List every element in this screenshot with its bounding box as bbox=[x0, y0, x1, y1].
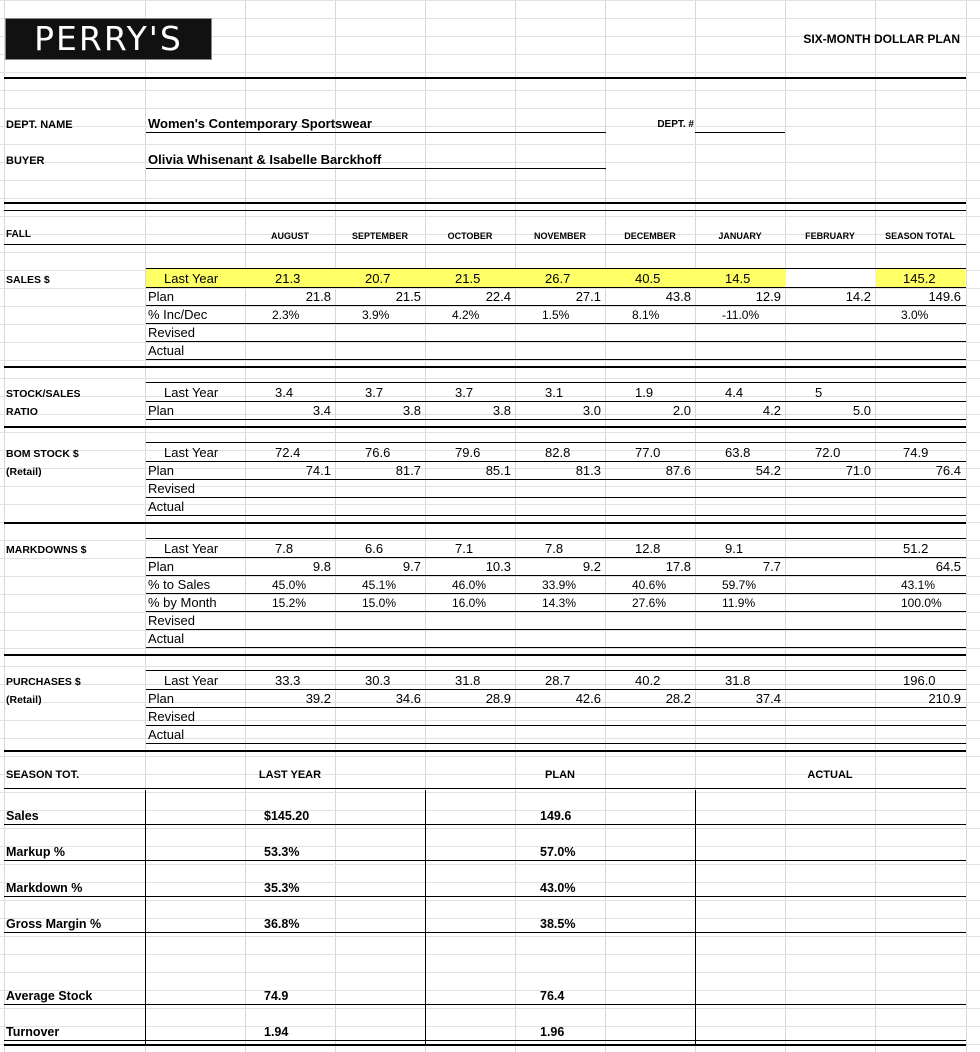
rule-line bbox=[146, 479, 966, 480]
rule-line bbox=[4, 750, 966, 752]
section-title: BOM STOCK $ bbox=[6, 448, 79, 460]
data-cell: 63.8 bbox=[725, 445, 751, 460]
gridline-horizontal bbox=[0, 630, 980, 631]
rule-line bbox=[4, 202, 966, 204]
section-subtitle: (Retail) bbox=[6, 466, 42, 478]
data-cell: 15.0% bbox=[362, 596, 397, 610]
data-cell: 4.4 bbox=[725, 385, 744, 400]
rule-line bbox=[146, 341, 966, 342]
season-last-year-value: $145.20 bbox=[264, 809, 310, 823]
data-cell: 7.1 bbox=[455, 541, 474, 556]
gridline-horizontal bbox=[0, 324, 980, 325]
rule-line bbox=[146, 743, 966, 744]
data-cell: 4.2 bbox=[762, 403, 781, 418]
document-title: SIX-MONTH DOLLAR PLAN bbox=[803, 32, 960, 46]
gridline-horizontal bbox=[0, 1008, 980, 1009]
row-label: Revised bbox=[148, 481, 195, 496]
season-last-year-value: 1.94 bbox=[264, 1025, 289, 1039]
gridline-horizontal bbox=[0, 216, 980, 217]
rule-line bbox=[695, 132, 785, 133]
rule-line bbox=[4, 426, 966, 428]
data-cell: 14.3% bbox=[542, 596, 577, 610]
data-cell: 79.6 bbox=[455, 445, 481, 460]
data-cell: 21.8 bbox=[305, 289, 331, 304]
season-row-label: Markdown % bbox=[6, 881, 83, 895]
data-cell: 40.6% bbox=[632, 578, 667, 592]
data-cell: 43.8 bbox=[665, 289, 691, 304]
data-cell: 21.5 bbox=[455, 271, 481, 286]
logo-text: PERRY'S bbox=[34, 19, 183, 58]
month-header: JANUARY bbox=[718, 231, 762, 241]
rule-line bbox=[4, 522, 966, 524]
header-rule bbox=[4, 77, 966, 79]
gridline-vertical bbox=[4, 0, 5, 1052]
season-plan-value: 149.6 bbox=[540, 809, 572, 823]
gridline-horizontal bbox=[0, 648, 980, 649]
row-label: Last Year bbox=[164, 673, 219, 688]
gridline-vertical bbox=[875, 0, 876, 1052]
gridline-horizontal bbox=[0, 90, 980, 91]
month-header: SEASON TOTAL bbox=[885, 231, 955, 241]
dept-name-label: DEPT. NAME bbox=[6, 119, 73, 131]
data-cell: 196.0 bbox=[903, 673, 936, 688]
data-cell: 2.0 bbox=[672, 403, 691, 418]
gridline-horizontal bbox=[0, 198, 980, 199]
data-cell: 3.8 bbox=[492, 403, 511, 418]
data-cell: 74.1 bbox=[305, 463, 331, 478]
data-cell: 149.6 bbox=[928, 289, 961, 304]
data-cell: 9.8 bbox=[312, 559, 331, 574]
data-cell: 2.3% bbox=[272, 308, 300, 322]
season-plan-value: 38.5% bbox=[540, 917, 576, 931]
data-cell: 3.0 bbox=[582, 403, 601, 418]
season-col-plan: PLAN bbox=[545, 769, 575, 781]
gridline-horizontal bbox=[0, 972, 980, 973]
season-row-label: Sales bbox=[6, 809, 39, 823]
gridline-horizontal bbox=[0, 252, 980, 253]
data-cell: 3.4 bbox=[275, 385, 294, 400]
rule-line bbox=[4, 244, 966, 245]
row-label: % Inc/Dec bbox=[148, 307, 208, 322]
section-title: STOCK/SALES bbox=[6, 388, 81, 400]
data-cell: 31.8 bbox=[725, 673, 751, 688]
data-cell: 30.3 bbox=[365, 673, 391, 688]
season-plan-value: 1.96 bbox=[540, 1025, 565, 1039]
data-cell: 81.3 bbox=[575, 463, 601, 478]
season-row-label: Gross Margin % bbox=[6, 917, 102, 931]
data-cell: 7.8 bbox=[545, 541, 564, 556]
season-last-year-value: 74.9 bbox=[264, 989, 289, 1003]
data-cell: 1.9 bbox=[635, 385, 654, 400]
data-cell: 9.7 bbox=[402, 559, 421, 574]
gridline-horizontal bbox=[0, 990, 980, 991]
month-header: FEBRUARY bbox=[805, 231, 855, 241]
data-cell: 54.2 bbox=[755, 463, 781, 478]
rule-line bbox=[146, 382, 966, 383]
data-cell: 8.1% bbox=[632, 308, 660, 322]
data-cell: 12.8 bbox=[635, 541, 661, 556]
row-label: Last Year bbox=[164, 271, 219, 286]
gridline-horizontal bbox=[0, 738, 980, 739]
month-header: OCTOBER bbox=[447, 231, 493, 241]
rule-line bbox=[146, 323, 966, 324]
row-label: Last Year bbox=[164, 541, 219, 556]
month-header: SEPTEMBER bbox=[351, 231, 408, 241]
month-header: AUGUST bbox=[271, 231, 309, 241]
data-cell: 72.4 bbox=[275, 445, 301, 460]
data-cell: 21.5 bbox=[395, 289, 421, 304]
data-cell: 31.8 bbox=[455, 673, 481, 688]
rule-line bbox=[4, 788, 966, 789]
fall-label: FALL bbox=[6, 229, 31, 240]
rule-line bbox=[146, 497, 966, 498]
rule-line bbox=[4, 1004, 966, 1005]
gridline-horizontal bbox=[0, 882, 980, 883]
rule-line bbox=[146, 647, 966, 648]
data-cell: 42.6 bbox=[575, 691, 601, 706]
data-cell: 34.6 bbox=[395, 691, 421, 706]
gridline-horizontal bbox=[0, 810, 980, 811]
season-row-label: Average Stock bbox=[6, 989, 93, 1003]
season-title: SEASON TOT. bbox=[6, 769, 80, 781]
data-cell: 64.5 bbox=[935, 559, 961, 574]
rule-line bbox=[4, 1040, 966, 1041]
rule-line bbox=[4, 860, 966, 861]
data-cell: 100.0% bbox=[901, 596, 942, 610]
rule-line bbox=[146, 707, 966, 708]
gridline-horizontal bbox=[0, 846, 980, 847]
buyer-label: BUYER bbox=[6, 155, 45, 167]
data-cell: 76.6 bbox=[365, 445, 391, 460]
gridline-horizontal bbox=[0, 0, 980, 1]
section-title: MARKDOWNS $ bbox=[6, 544, 87, 556]
data-cell: 14.2 bbox=[845, 289, 871, 304]
gridline-horizontal bbox=[0, 1026, 980, 1027]
gridline-horizontal bbox=[0, 900, 980, 901]
season-last-year-value: 35.3% bbox=[264, 881, 300, 895]
row-label: Revised bbox=[148, 613, 195, 628]
season-divider bbox=[695, 790, 696, 1046]
data-cell: 3.4 bbox=[312, 403, 331, 418]
data-cell: 27.1 bbox=[575, 289, 601, 304]
season-col-actual: ACTUAL bbox=[807, 769, 853, 781]
data-cell: 51.2 bbox=[903, 541, 929, 556]
rule-line bbox=[146, 168, 606, 169]
row-label: % by Month bbox=[148, 595, 217, 610]
data-cell: 5 bbox=[815, 385, 823, 400]
gridline-horizontal bbox=[0, 666, 980, 667]
data-cell: 28.9 bbox=[485, 691, 511, 706]
gridline-horizontal bbox=[0, 180, 980, 181]
data-cell: 46.0% bbox=[452, 578, 487, 592]
section-title: PURCHASES $ bbox=[6, 676, 81, 688]
season-divider bbox=[425, 790, 426, 1046]
month-header: NOVEMBER bbox=[533, 231, 586, 241]
data-cell: -11.0% bbox=[722, 308, 760, 322]
gridline-horizontal bbox=[0, 918, 980, 919]
gridline-horizontal bbox=[0, 486, 980, 487]
data-cell: 39.2 bbox=[305, 691, 331, 706]
rule-line bbox=[146, 611, 966, 612]
row-label: Actual bbox=[148, 499, 185, 514]
buyer-value: Olivia Whisenant & Isabelle Barckhoff bbox=[148, 152, 382, 167]
rule-line bbox=[146, 629, 966, 630]
season-last-year-value: 53.3% bbox=[264, 845, 300, 859]
section-subtitle: RATIO bbox=[6, 406, 38, 418]
data-cell: 26.7 bbox=[545, 271, 571, 286]
rule-line bbox=[146, 442, 966, 443]
season-plan-value: 76.4 bbox=[540, 989, 565, 1003]
data-cell: 71.0 bbox=[845, 463, 871, 478]
row-label: Last Year bbox=[164, 445, 219, 460]
data-cell: 28.2 bbox=[665, 691, 691, 706]
data-cell: 72.0 bbox=[815, 445, 841, 460]
row-label: Last Year bbox=[164, 385, 219, 400]
row-label: Plan bbox=[148, 289, 175, 304]
gridline-horizontal bbox=[0, 72, 980, 73]
gridline-horizontal bbox=[0, 108, 980, 109]
data-cell: 45.0% bbox=[272, 578, 307, 592]
row-label: Revised bbox=[148, 709, 195, 724]
data-cell: 45.1% bbox=[362, 578, 397, 592]
gridline-horizontal bbox=[0, 378, 980, 379]
section-subtitle: (Retail) bbox=[6, 694, 42, 706]
data-cell: 3.7 bbox=[365, 385, 384, 400]
gridline-horizontal bbox=[0, 720, 980, 721]
season-row-label: Turnover bbox=[6, 1025, 60, 1039]
season-divider bbox=[145, 790, 146, 1046]
data-cell: 37.4 bbox=[755, 691, 781, 706]
data-cell: 7.7 bbox=[762, 559, 781, 574]
season-plan-value: 43.0% bbox=[540, 881, 576, 895]
perrys-logo bbox=[5, 18, 212, 60]
row-label: % to Sales bbox=[148, 577, 211, 592]
data-cell: 12.9 bbox=[755, 289, 781, 304]
rule-line bbox=[146, 670, 966, 671]
data-cell: 59.7% bbox=[722, 578, 757, 592]
data-cell: 33.9% bbox=[542, 578, 577, 592]
data-cell: 27.6% bbox=[632, 596, 667, 610]
gridline-horizontal bbox=[0, 756, 980, 757]
data-cell: 22.4 bbox=[485, 289, 511, 304]
rule-line bbox=[4, 654, 966, 656]
data-cell: 81.7 bbox=[395, 463, 421, 478]
row-label: Actual bbox=[148, 343, 185, 358]
data-cell: 3.8 bbox=[402, 403, 421, 418]
row-label: Plan bbox=[148, 403, 175, 418]
gridline-horizontal bbox=[0, 144, 980, 145]
gridline-vertical bbox=[785, 0, 786, 1052]
row-label: Revised bbox=[148, 325, 195, 340]
season-row-label: Markup % bbox=[6, 845, 66, 859]
gridline-horizontal bbox=[0, 342, 980, 343]
data-cell: 28.7 bbox=[545, 673, 571, 688]
rule-line bbox=[146, 515, 966, 516]
data-cell: 3.7 bbox=[455, 385, 474, 400]
data-cell: 33.3 bbox=[275, 673, 301, 688]
data-cell: 9.1 bbox=[725, 541, 744, 556]
gridline-horizontal bbox=[0, 828, 980, 829]
data-cell: 145.2 bbox=[903, 271, 936, 286]
row-label: Actual bbox=[148, 631, 185, 646]
gridline-vertical bbox=[966, 0, 967, 1052]
rule-line bbox=[4, 366, 966, 368]
data-cell: 43.1% bbox=[901, 578, 936, 592]
data-cell: 210.9 bbox=[928, 691, 961, 706]
rule-line bbox=[146, 359, 966, 360]
data-cell: 77.0 bbox=[635, 445, 661, 460]
row-label: Plan bbox=[148, 691, 175, 706]
row-label: Plan bbox=[148, 463, 175, 478]
data-cell: 6.6 bbox=[365, 541, 384, 556]
season-last-year-value: 36.8% bbox=[264, 917, 300, 931]
data-cell: 74.9 bbox=[903, 445, 929, 460]
month-header: DECEMBER bbox=[624, 231, 676, 241]
data-cell: 15.2% bbox=[272, 596, 307, 610]
data-cell: 11.9% bbox=[722, 596, 756, 610]
rule-line bbox=[4, 896, 966, 897]
row-label: Actual bbox=[148, 727, 185, 742]
data-cell: 7.8 bbox=[275, 541, 294, 556]
data-cell: 20.7 bbox=[365, 271, 391, 286]
rule-line bbox=[146, 538, 966, 539]
data-cell: 10.3 bbox=[485, 559, 511, 574]
rule-line bbox=[4, 824, 966, 825]
data-cell: 4.2% bbox=[452, 308, 480, 322]
gridline-horizontal bbox=[0, 792, 980, 793]
gridline-horizontal bbox=[0, 936, 980, 937]
data-cell: 87.6 bbox=[665, 463, 691, 478]
data-cell: 3.0% bbox=[901, 308, 929, 322]
data-cell: 5.0 bbox=[852, 403, 871, 418]
data-cell: 3.1 bbox=[545, 385, 564, 400]
season-plan-value: 57.0% bbox=[540, 845, 576, 859]
gridline-horizontal bbox=[0, 612, 980, 613]
data-cell: 82.8 bbox=[545, 445, 571, 460]
data-cell: 21.3 bbox=[275, 271, 301, 286]
data-cell: 16.0% bbox=[452, 596, 487, 610]
rule-line bbox=[146, 419, 966, 420]
dept-name-value: Women's Contemporary Sportswear bbox=[148, 116, 372, 131]
data-cell: 17.8 bbox=[665, 559, 691, 574]
data-cell: 85.1 bbox=[485, 463, 511, 478]
rule-line bbox=[146, 132, 606, 133]
data-cell: 9.2 bbox=[582, 559, 601, 574]
dept-number-label: DEPT. # bbox=[657, 119, 694, 130]
gridline-horizontal bbox=[0, 504, 980, 505]
rule-line bbox=[4, 1044, 966, 1046]
data-cell: 14.5 bbox=[725, 271, 751, 286]
section-title: SALES $ bbox=[6, 274, 50, 286]
data-cell: 3.9% bbox=[362, 308, 390, 322]
data-cell: 40.5 bbox=[635, 271, 661, 286]
season-col-last-year: LAST YEAR bbox=[258, 769, 322, 781]
gridline-horizontal bbox=[0, 864, 980, 865]
rule-line bbox=[4, 210, 966, 211]
gridline-horizontal bbox=[0, 360, 980, 361]
data-cell: 1.5% bbox=[542, 308, 570, 322]
row-label: Plan bbox=[148, 559, 175, 574]
gridline-horizontal bbox=[0, 954, 980, 955]
data-cell: 76.4 bbox=[935, 463, 961, 478]
gridline-horizontal bbox=[0, 432, 980, 433]
rule-line bbox=[146, 725, 966, 726]
rule-line bbox=[4, 932, 966, 933]
data-cell: 40.2 bbox=[635, 673, 661, 688]
